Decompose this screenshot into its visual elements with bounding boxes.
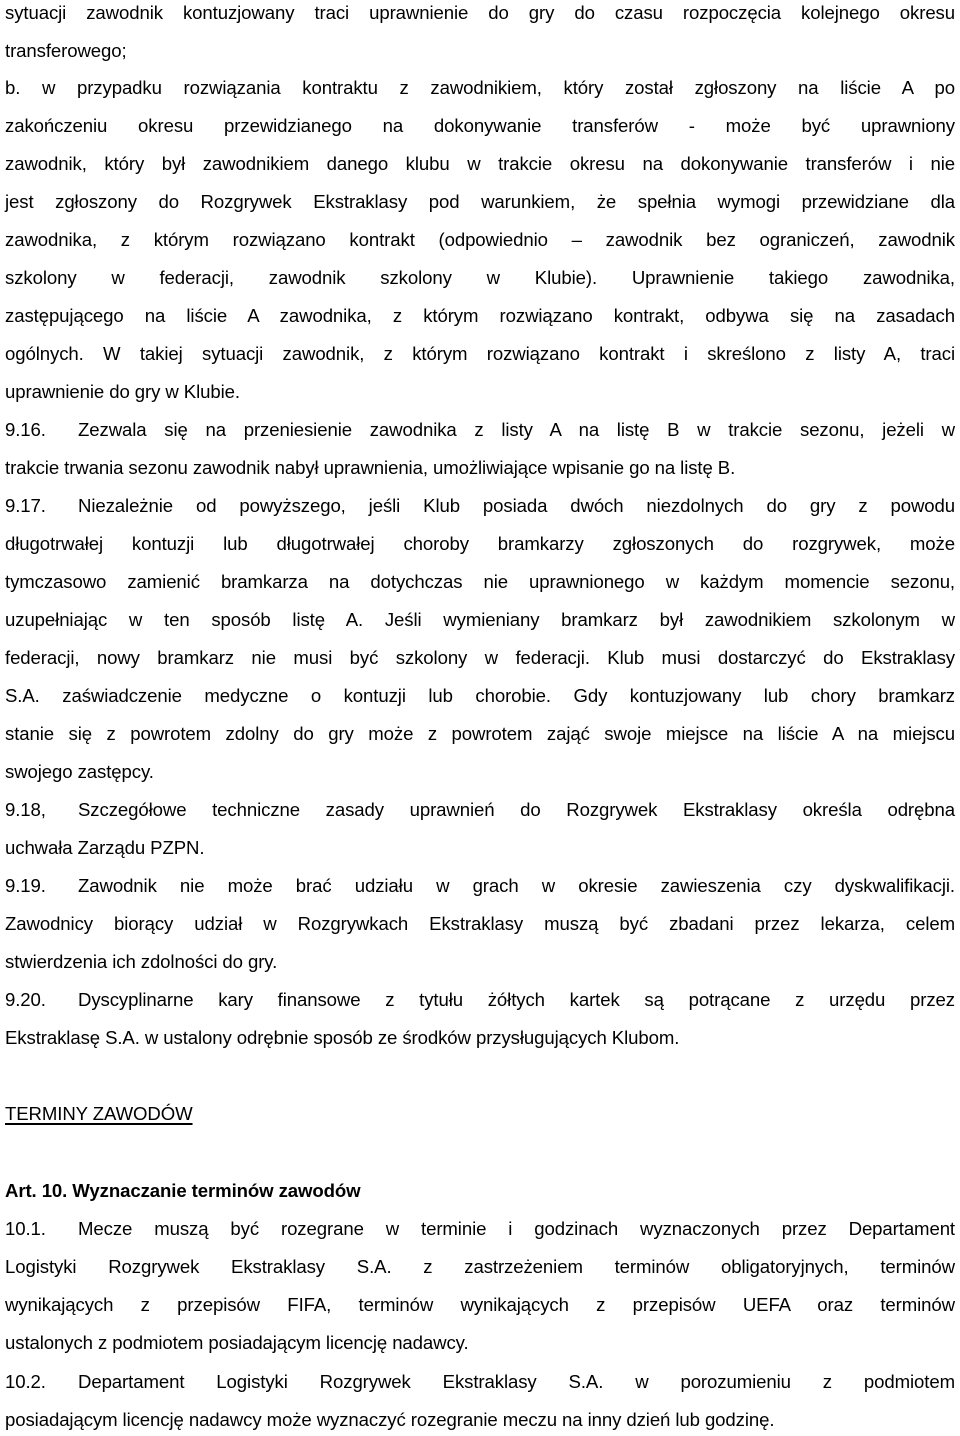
- paragraph-text: Zawodnik nie może brać udziału w grach w okresie zawieszenia czy dyskwalifikacji.: [78, 875, 955, 896]
- article-heading: Art. 10. Wyznaczanie terminów zawodów: [5, 1180, 361, 1201]
- paragraph-number: 9.19.: [5, 875, 46, 896]
- paragraph-number: 9.18,: [5, 799, 46, 820]
- text-line: zawodnika, z którym rozwiązano kontrakt (odpowiednio – zawodnik bez ograniczeń, zawodnik: [5, 229, 955, 250]
- numbered-paragraph: [5, 985, 955, 1015]
- text-line: Zawodnicy biorący udział w Rozgrywkach Ekstraklasy muszą być zbadani przez lekarza, celem: [5, 913, 955, 934]
- paragraph-number: 9.20.: [5, 989, 46, 1010]
- text-line: posiadającym licencję nadawcy może wyznaczyć rozegranie meczu na inny dzień lub godzinę.: [5, 1409, 775, 1430]
- paragraph-number: 9.17.: [5, 495, 46, 516]
- section-heading-text: TERMINY ZAWODÓW: [5, 1103, 193, 1124]
- text-line: trakcie trwania sezonu zawodnik nabył uprawnienia, umożliwiające wpisanie go na listę B.: [5, 457, 736, 478]
- text-line: sytuacji zawodnik kontuzjowany traci uprawnienie do gry do czasu rozpoczęcia kolejnego okresu: [5, 2, 955, 23]
- text-line: tymczasowo zamienić bramkarza na dotychczas nie uprawnionego w każdym momencie sezonu,: [5, 571, 955, 592]
- text-line: uchwała Zarządu PZPN.: [5, 837, 205, 858]
- paragraph-number: 10.2.: [5, 1371, 46, 1392]
- text-line: uprawnienie do gry w Klubie.: [5, 381, 240, 402]
- paragraph-text: Niezależnie od powyższego, jeśli Klub posiada dwóch niezdolnych do gry z powodu: [78, 495, 955, 516]
- text-line: zawodnik, który był zawodnikiem danego klubu w trakcie okresu na dokonywanie transferów i nie: [5, 153, 955, 174]
- text-line: S.A. zaświadczenie medyczne o kontuzji lub chorobie. Gdy kontuzjowany lub chory bramkarz: [5, 685, 955, 706]
- text-line: b. w przypadku rozwiązania kontraktu z zawodnikiem, który został zgłoszony na liście A po: [5, 77, 955, 98]
- text-line: ogólnych. W takiej sytuacji zawodnik, z którym rozwiązano kontrakt i skreślono z listy A, traci: [5, 343, 955, 364]
- text-line: ustalonych z podmiotem posiadającym licencję nadawcy.: [5, 1332, 469, 1353]
- paragraph-text: Zezwala się na przeniesienie zawodnika z listy A na listę B w trakcie sezonu, jeżeli w: [78, 419, 955, 440]
- paragraph-number: 9.16.: [5, 419, 46, 440]
- text-line: uzupełniając w ten sposób listę A. Jeśli wymieniany bramkarz był zawodnikiem szkolonym w: [5, 609, 955, 630]
- text-line: wynikających z przepisów FIFA, terminów wynikających z przepisów UEFA oraz terminów: [5, 1294, 955, 1315]
- text-line: transferowego;: [5, 40, 127, 61]
- text-line: swojego zastępcy.: [5, 761, 154, 782]
- text-line: Logistyki Rozgrywek Ekstraklasy S.A. z zastrzeżeniem terminów obligatoryjnych, terminów: [5, 1256, 955, 1277]
- numbered-paragraph: [5, 795, 955, 825]
- paragraph-number: 10.1.: [5, 1218, 46, 1239]
- numbered-paragraph: [5, 1367, 955, 1397]
- section-heading: [5, 1099, 955, 1129]
- numbered-paragraph: [5, 871, 955, 901]
- text-line: jest zgłoszony do Rozgrywek Ekstraklasy pod warunkiem, że spełnia wymogi przewidziane dla: [5, 191, 955, 212]
- paragraph-text: Dyscyplinarne kary finansowe z tytułu żółtych kartek są potrącane z urzędu przez: [78, 989, 955, 1010]
- text-line: federacji, nowy bramkarz nie musi być szkolony w federacji. Klub musi dostarczyć do Ekstraklasy: [5, 647, 955, 668]
- numbered-paragraph: [5, 1214, 955, 1244]
- text-line: długotrwałej kontuzji lub długotrwałej choroby bramkarzy zgłoszonych do rozgrywek, może: [5, 533, 955, 554]
- text-line: zakończeniu okresu przewidzianego na dokonywanie transferów - może być uprawniony: [5, 115, 955, 136]
- text-line: stwierdzenia ich zdolności do gry.: [5, 951, 278, 972]
- numbered-paragraph: [5, 491, 955, 521]
- numbered-paragraph: [5, 415, 955, 445]
- text-line: stanie się z powrotem zdolny do gry może z powrotem zająć swoje miejsce na liście A na miejscu: [5, 723, 955, 744]
- paragraph-text: Mecze muszą być rozegrane w terminie i godzinach wyznaczonych przez Departament: [78, 1218, 955, 1239]
- paragraph-text: Szczegółowe techniczne zasady uprawnień do Rozgrywek Ekstraklasy określa odrębna: [78, 799, 955, 820]
- text-line: zastępującego na liście A zawodnika, z którym rozwiązano kontrakt, odbywa się na zasadach: [5, 305, 955, 326]
- text-line: szkolony w federacji, zawodnik szkolony w Klubie). Uprawnienie takiego zawodnika,: [5, 267, 955, 288]
- text-line: Ekstraklasę S.A. w ustalony odrębnie sposób ze środków przysługujących Klubom.: [5, 1027, 680, 1048]
- paragraph-text: Departament Logistyki Rozgrywek Ekstraklasy S.A. w porozumieniu z podmiotem: [78, 1371, 955, 1392]
